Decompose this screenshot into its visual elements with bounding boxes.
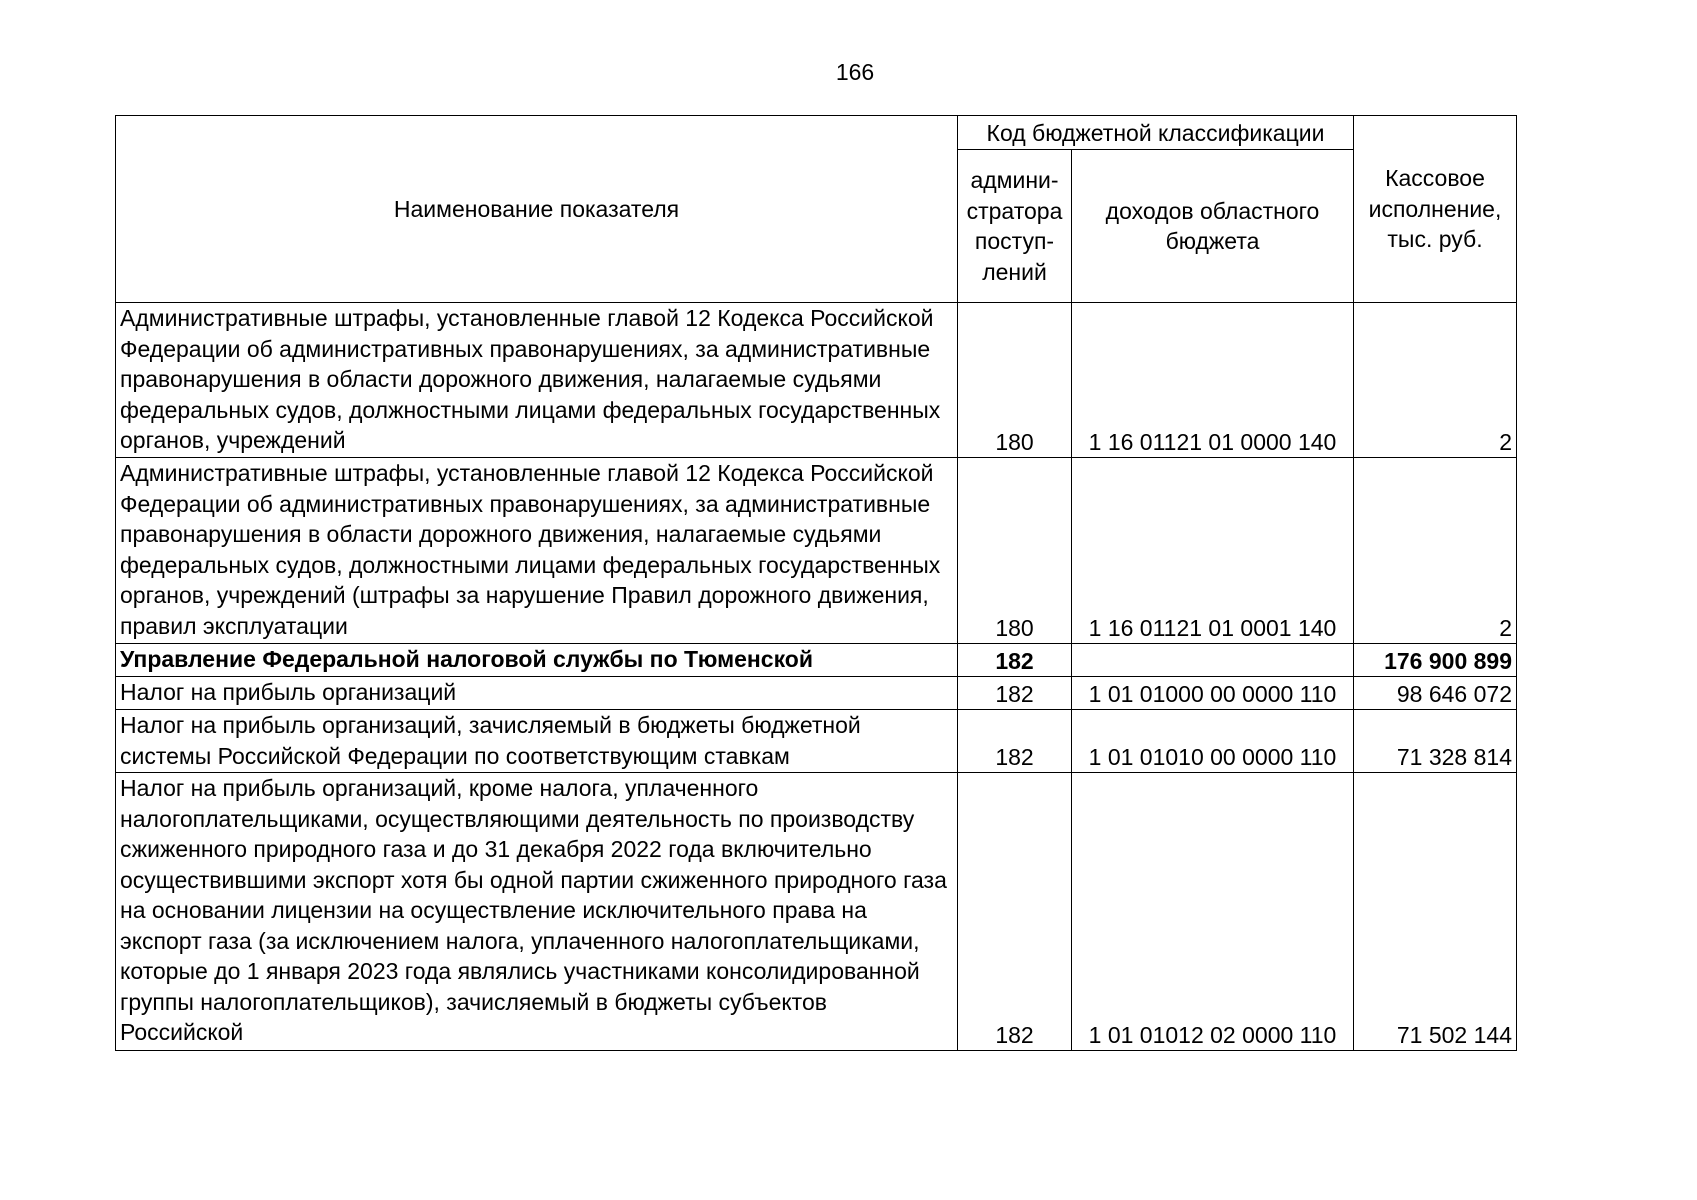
row-name: Налог на прибыль организаций, кроме налога, уплаченного налогоплательщиками, осуществляющими деятельность по производству сжиженного природного газа и до 31 декабря 2022 года включительно осуществившими экспорт хотя бы одной партии сжиженного природного газа на основании лицензии на осуществление исключительного права на экспорт газа (за исключением налога, уплаченного налогоплательщиками, которые до 1 января 2023 года являлись участниками консолидированной группы налогоплательщиков), зачисляемый в бюджеты субъектов Российской <box>116 773 958 1051</box>
table-row <box>116 644 1517 677</box>
row-name: Налог на прибыль организаций, зачисляемый в бюджеты бюджетной системы Российской Федерации по соответствующим ставкам <box>116 710 958 773</box>
row-income-code: 1 01 01012 02 0000 110 <box>1072 773 1354 1051</box>
header-amount: Кассовое исполнение, тыс. руб. <box>1354 116 1517 303</box>
row-income-code <box>1072 644 1354 677</box>
table-header <box>116 116 1517 303</box>
row-amount: 71 328 814 <box>1354 710 1517 773</box>
row-income-code: 1 16 01121 01 0001 140 <box>1072 458 1354 644</box>
header-name: Наименование показателя <box>116 116 958 303</box>
row-income-code: 1 01 01000 00 0000 110 <box>1072 677 1354 710</box>
row-admin-code: 180 <box>958 303 1072 458</box>
row-name: Административные штрафы, установленные главой 12 Кодекса Российской Федерации об административных правонарушениях, за административные правонарушения в области дорожного движения, налагаемые судьями федеральных судов, должностными лицами федеральных государственных органов, учреждений (штрафы за нарушение Правил дорожного движения, правил эксплуатации <box>116 458 958 644</box>
row-amount: 176 900 899 <box>1354 644 1517 677</box>
table-row <box>116 303 1517 458</box>
row-admin-code: 182 <box>958 677 1072 710</box>
row-name: Налог на прибыль организаций <box>116 677 958 710</box>
table-row <box>116 458 1517 644</box>
row-admin-code: 182 <box>958 710 1072 773</box>
table-row <box>116 773 1517 1051</box>
row-amount: 2 <box>1354 303 1517 458</box>
row-amount: 2 <box>1354 458 1517 644</box>
header-income: доходов областного бюджета <box>1072 150 1354 303</box>
row-income-code: 1 01 01010 00 0000 110 <box>1072 710 1354 773</box>
table-row <box>116 677 1517 710</box>
header-code-group: Код бюджетной классификации <box>958 116 1354 150</box>
table-row <box>116 710 1517 773</box>
row-income-code: 1 16 01121 01 0000 140 <box>1072 303 1354 458</box>
row-admin-code: 180 <box>958 458 1072 644</box>
row-name: Административные штрафы, установленные главой 12 Кодекса Российской Федерации об административных правонарушениях, за административные правонарушения в области дорожного движения, налагаемые судьями федеральных судов, должностными лицами федеральных государственных органов, учреждений <box>116 303 958 458</box>
budget-table <box>115 115 1517 1051</box>
row-admin-code: 182 <box>958 644 1072 677</box>
row-amount: 71 502 144 <box>1354 773 1517 1051</box>
row-amount: 98 646 072 <box>1354 677 1517 710</box>
row-name: Управление Федеральной налоговой службы по Тюменской <box>116 644 958 677</box>
row-admin-code: 182 <box>958 773 1072 1051</box>
header-admin: админи-стратора поступ-лений <box>958 150 1072 303</box>
page-number: 166 <box>835 59 875 85</box>
